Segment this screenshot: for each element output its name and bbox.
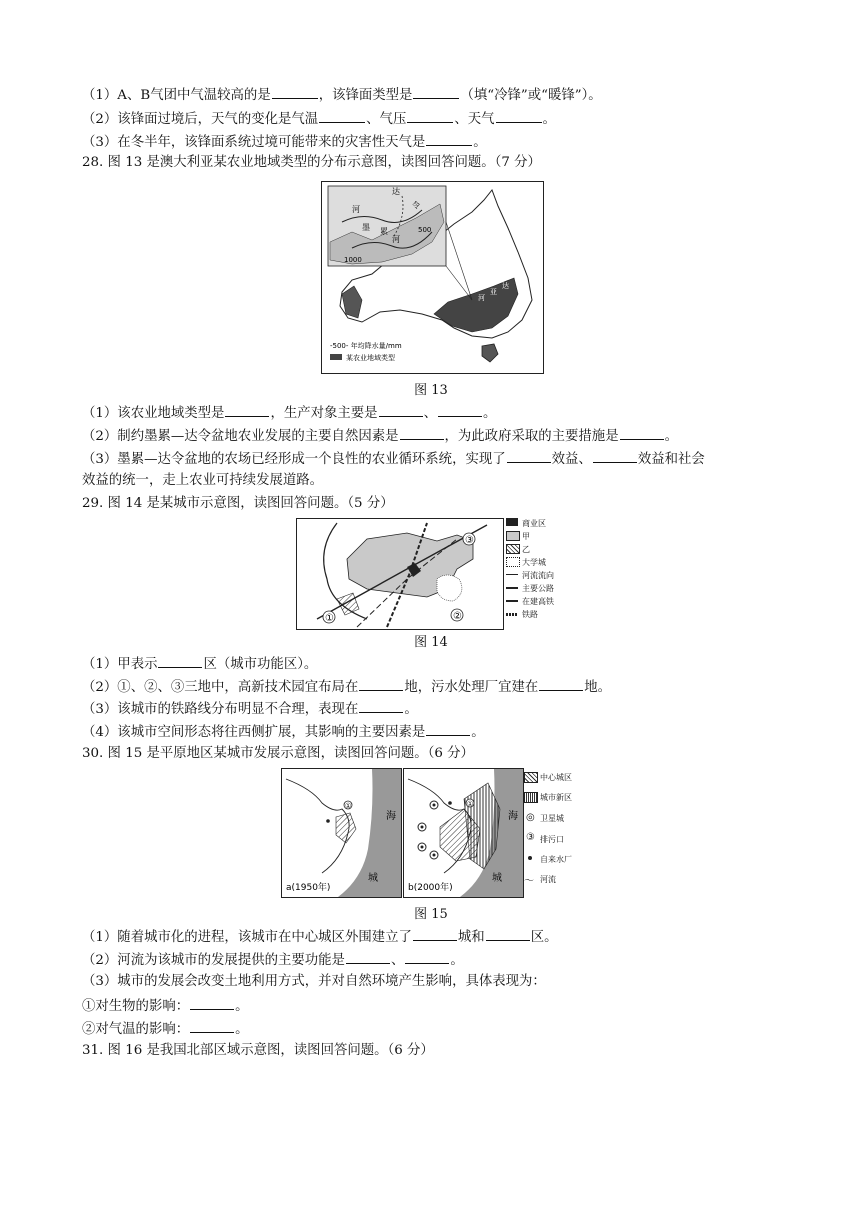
figure-15-caption: 图 15 — [414, 907, 448, 922]
answer-blank[interactable] — [158, 653, 202, 668]
q27-line-1: （1）A、B气团中气温较高的是 ，该锋面类型是 （填“冷锋”或“暖锋”）。 — [82, 84, 602, 106]
legend-swatch — [506, 613, 518, 616]
q29-line-3: （3）该城市的铁路线分布明显不合理，表现在 。 — [82, 698, 418, 720]
legend-area: 某农业地域类型 — [346, 354, 395, 362]
figure-15-legend — [524, 768, 584, 896]
city-label: 城 — [492, 873, 502, 884]
figure-14-caption: 图 14 — [414, 635, 448, 650]
panel-a-svg — [282, 769, 401, 897]
legend-swatch — [506, 531, 520, 541]
map-label: 墨 — [362, 223, 370, 232]
map-label: 达 — [502, 282, 509, 290]
outfall-mark: ① — [345, 802, 352, 810]
answer-blank[interactable] — [507, 448, 551, 463]
figure-13-caption: 图 13 — [414, 383, 448, 398]
figure-15-panel-a — [281, 768, 402, 898]
q29-line-4: （4）该城市空间形态将往西侧扩展，其影响的主要因素是 。 — [82, 721, 485, 743]
answer-blank[interactable] — [438, 402, 482, 417]
q30-stem: 30. 图 15 是平原地区某城市发展示意图，读图回答问题。（6 分） — [82, 746, 474, 761]
map-label: 河 — [352, 205, 360, 214]
water-plant-dot — [448, 801, 452, 805]
q28-line-2: （2）制约墨累—达令盆地农业发展的主要自然因素是 ，为此政府采取的主要措施是 。 — [82, 425, 678, 447]
legend-label: 商业区 — [522, 519, 546, 528]
q27-line-2: （2）该锋面过境后，天气的变化是气温 、气压 、天气 。 — [82, 108, 556, 130]
answer-blank[interactable] — [359, 698, 403, 713]
answer-blank[interactable] — [486, 926, 530, 941]
answer-blank[interactable] — [190, 995, 234, 1010]
panel-b-label: b(2000年) — [408, 883, 453, 893]
panel-a-label: a(1950年) — [286, 883, 331, 893]
q30-line-2: （2）河流为该城市的发展提供的主要功能是 、 。 — [82, 949, 464, 971]
city-label: 城 — [368, 873, 378, 884]
answer-blank[interactable] — [413, 84, 459, 99]
site-2-mark: ② — [453, 611, 462, 622]
figure-14-city-map — [296, 518, 504, 630]
map-label: 亚 — [490, 288, 497, 296]
map-label: 河 — [478, 294, 485, 302]
legend-swatch — [506, 587, 518, 589]
answer-blank[interactable] — [620, 425, 664, 440]
legend-swatch — [506, 544, 520, 554]
sea-label: 海 — [508, 811, 518, 822]
q30-line-3: （3）城市的发展会改变土地利用方式，并对自然环境产生影响，具体表现为： — [82, 974, 546, 989]
river-icon: 〜 — [524, 876, 534, 887]
panel-b-svg — [404, 769, 523, 897]
legend-swatch — [524, 792, 538, 803]
answer-blank[interactable] — [405, 949, 449, 964]
map-label: 达 — [392, 187, 400, 196]
q30-line-1: （1）随着城市化的进程，该城市在中心城区外围建立了 城和 区。 — [82, 926, 557, 948]
legend-swatch — [524, 772, 538, 783]
answer-blank[interactable] — [400, 425, 444, 440]
answer-blank[interactable] — [593, 448, 637, 463]
q30-line-5: ②对气温的影响： 。 — [82, 1018, 249, 1040]
answer-blank[interactable] — [413, 926, 457, 941]
figure-15-panel-b — [403, 768, 524, 898]
city-map-svg — [297, 519, 503, 629]
answer-blank[interactable] — [379, 402, 423, 417]
q29-line-1: （1）甲表示 区（城市功能区）。 — [82, 653, 317, 675]
legend-label: 河流流向 — [522, 571, 554, 580]
figure-14-legend — [506, 518, 576, 630]
legend-label: 甲 — [522, 532, 530, 541]
site-1-mark: ① — [325, 613, 334, 624]
q28-line-4: 效益的统一，走上农业可持续发展道路。 — [82, 473, 324, 488]
map-label: 令 — [412, 201, 420, 210]
q31-stem: 31. 图 16 是我国北部区域示意图，读图回答问题。（6 分） — [82, 1043, 434, 1058]
q28-line-3: （3）墨累—达令盆地的农场已经形成一个良性的农业循环系统，实现了 效益、 效益和社会 — [82, 448, 705, 470]
q30-line-4: ①对生物的影响： 。 — [82, 995, 249, 1017]
answer-blank[interactable] — [225, 402, 269, 417]
answer-blank[interactable] — [190, 1018, 234, 1033]
legend-label: 大学城 — [522, 558, 546, 567]
legend-swatch — [506, 574, 518, 575]
sea-label: 海 — [386, 811, 396, 822]
legend-swatch — [330, 354, 342, 360]
water-plant-dot — [326, 819, 330, 823]
legend-label: 自来水厂 — [540, 855, 572, 864]
satellite-city-icon: ◎ — [526, 812, 535, 823]
answer-blank[interactable] — [426, 131, 472, 146]
answer-blank[interactable] — [272, 84, 318, 99]
q29-stem: 29. 图 14 是某城市示意图，读图回答问题。（5 分） — [82, 496, 394, 511]
legend-swatch — [506, 557, 520, 567]
answer-blank[interactable] — [407, 108, 453, 123]
legend-label: 主要公路 — [522, 584, 554, 593]
legend-isoline: -500- 年均降水量/mm — [330, 342, 402, 350]
water-plant-icon — [528, 856, 532, 860]
legend-swatch — [506, 518, 518, 526]
answer-blank[interactable] — [319, 108, 365, 123]
answer-blank[interactable] — [426, 721, 470, 736]
answer-blank[interactable] — [346, 949, 390, 964]
legend-swatch — [506, 600, 518, 602]
australia-map-svg — [322, 182, 543, 373]
q28-line-1: （1）该农业地域类型是 ，生产对象主要是 、 。 — [82, 402, 496, 424]
figure-13-map — [321, 181, 544, 374]
map-label: 河 — [392, 235, 400, 244]
q28-stem: 28. 图 13 是澳大利亚某农业地域类型的分布示意图，读图回答问题。（7 分） — [82, 155, 541, 170]
outfall-icon: ③ — [526, 832, 535, 843]
isoline-label: 1000 — [344, 256, 362, 264]
legend-label: 卫星城 — [540, 814, 564, 823]
legend-label: 铁路 — [522, 610, 538, 619]
answer-blank[interactable] — [496, 108, 542, 123]
answer-blank[interactable] — [359, 676, 403, 691]
legend-label: 排污口 — [540, 835, 564, 844]
legend-label: 中心城区 — [540, 773, 572, 782]
answer-blank[interactable] — [539, 676, 583, 691]
legend-label: 河流 — [540, 875, 556, 884]
q29-line-2: （2）①、②、③三地中，高新技术园宜布局在 地，污水处理厂宜建在 地。 — [82, 676, 611, 698]
q27-line-3: （3）在冬半年，该锋面系统过境可能带来的灾害性天气是 。 — [82, 131, 487, 153]
site-3-mark: ③ — [465, 535, 474, 546]
legend-label: 乙 — [522, 545, 530, 554]
legend-label: 城市新区 — [540, 793, 572, 802]
isoline-label: 500 — [418, 226, 432, 234]
map-label: 累 — [380, 227, 388, 236]
outfall-mark: ① — [467, 800, 474, 808]
legend-label: 在建高铁 — [522, 597, 554, 606]
